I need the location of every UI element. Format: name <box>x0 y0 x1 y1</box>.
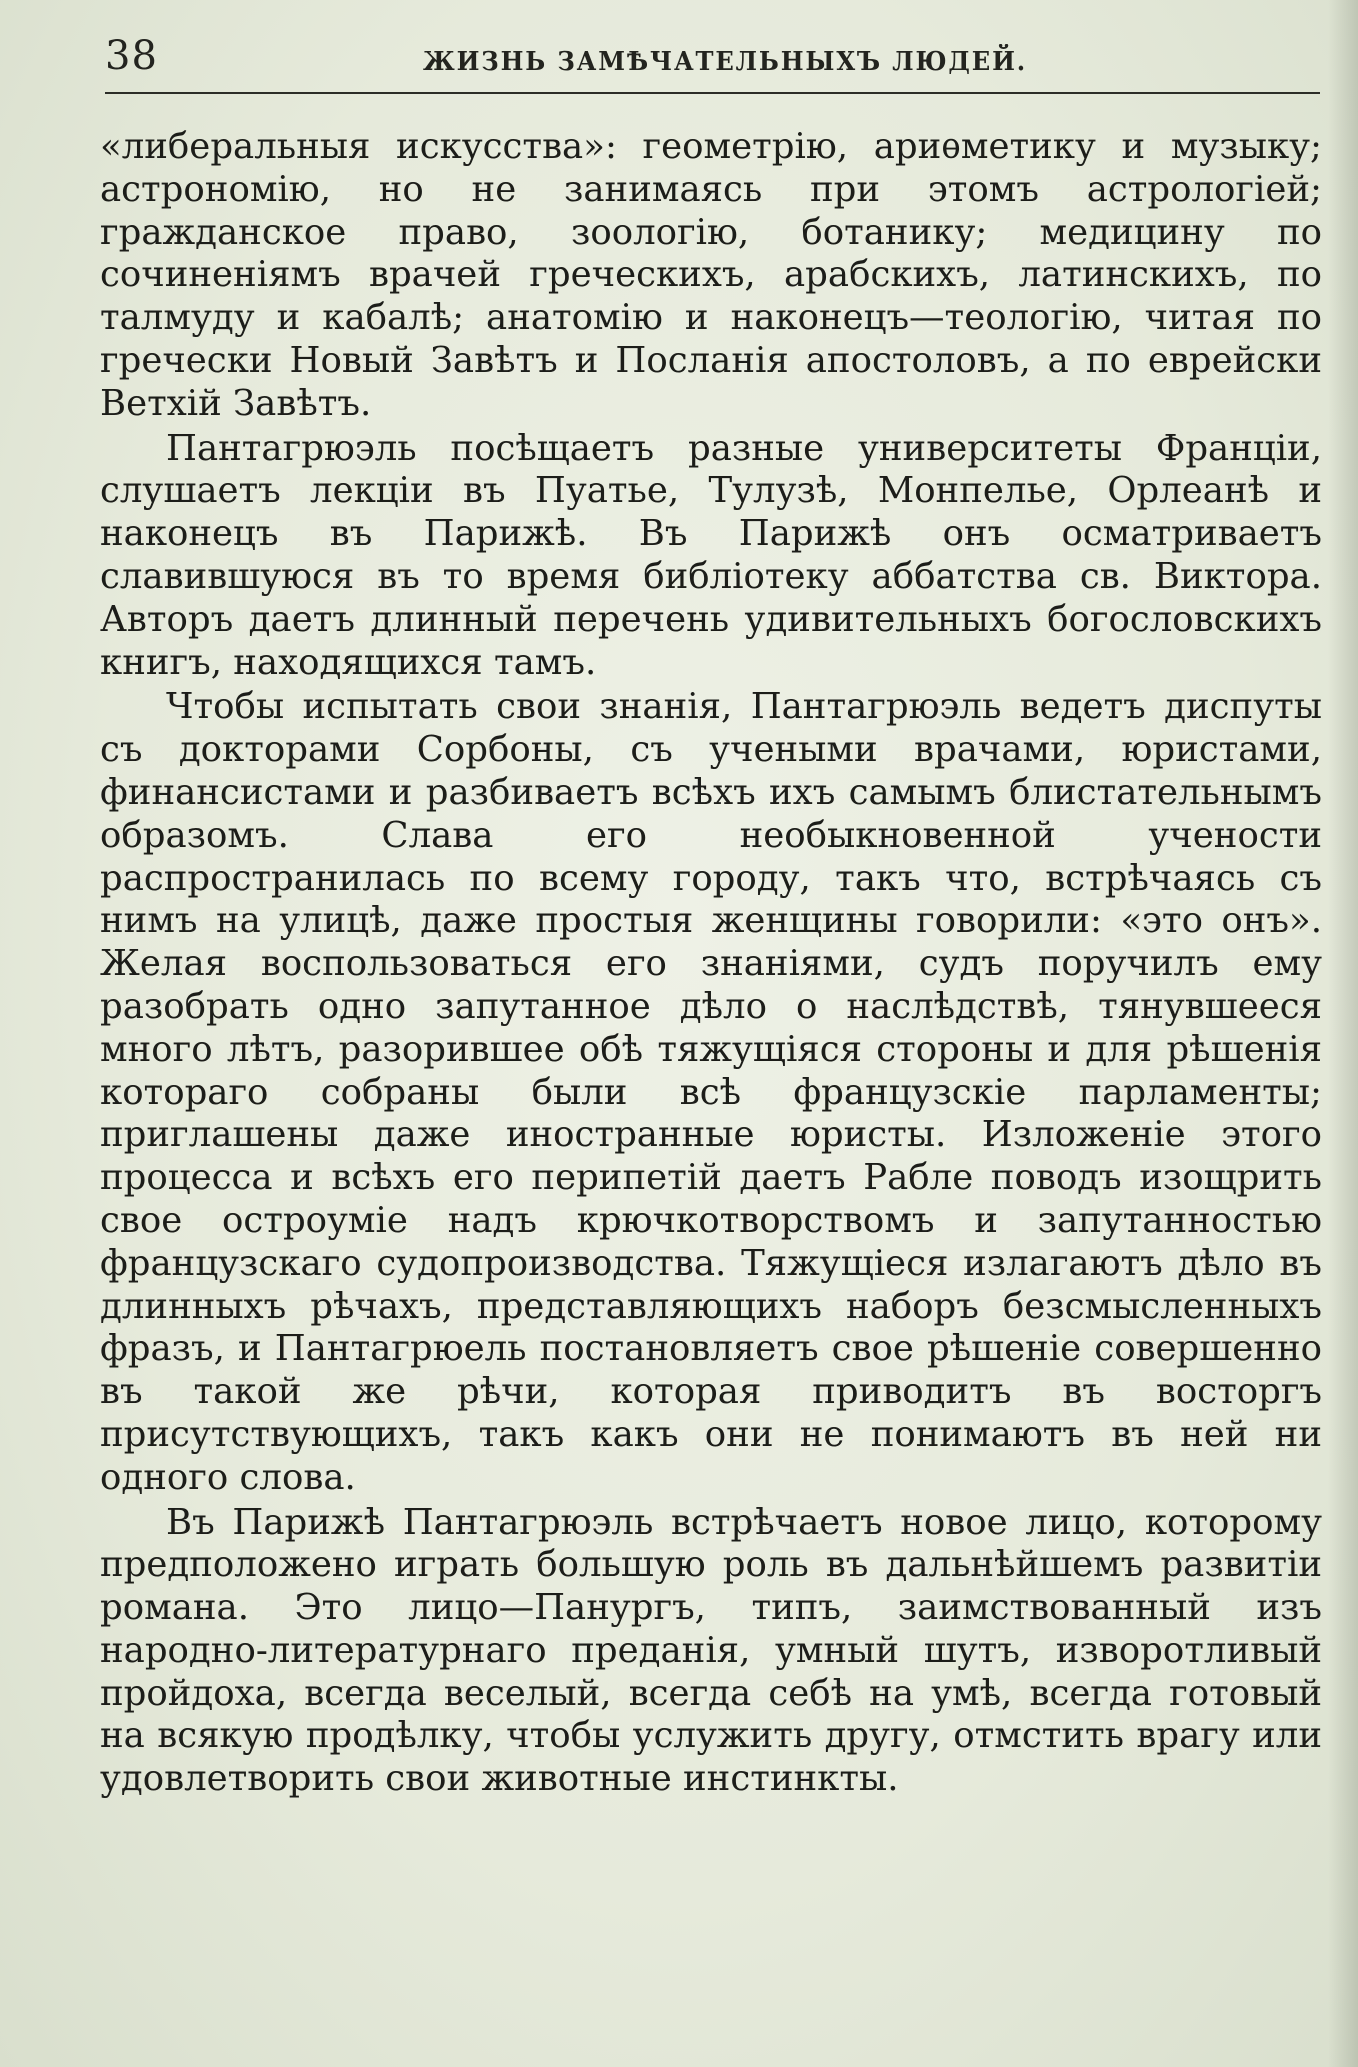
paragraph: Чтобы испытать свои знанія, Пантагрюэль ведетъ диспуты съ докторами Сорбоны, съ учеными врачами, юристами, финансистами и разбиваетъ всѣхъ ихъ самымъ блистательнымъ образомъ. Слава его необыкновенной учености распространилась по всему городу, такъ что, встрѣчаясь съ нимъ на улицѣ, даже простыя женщины говорили: «это онъ». Желая воспользоваться его знаніями, судъ поручилъ ему разобрать одно запутанное дѣло о наслѣдствѣ, тянувшееся много лѣтъ, разорившее обѣ тяжущіяся стороны и для рѣшенія котораго собраны были всѣ французскіе парламенты; приглашены даже иностранные юристы. Изложеніе этого процесса и всѣхъ его перипетій даетъ Рабле поводъ изощрить свое остроуміе надъ крючкотворствомъ и запутанностью французскаго судопроизводства. Тяжущіеся излагаютъ дѣло въ длинныхъ рѣчахъ, представляющихъ наборъ безсмысленныхъ фразъ, и Пантагрюель постановляетъ свое рѣшеніе совершенно въ такой же рѣчи, которая приводитъ въ восторгъ присутствующихъ, такъ какъ они не понимаютъ въ ней ни одного слова. <box>100 686 1322 1498</box>
running-title: ЖИЗНЬ ЗАМѢЧАТЕЛЬНЫХЪ ЛЮДЕЙ. <box>423 47 1028 77</box>
paragraph: Пантагрюэль посѣщаетъ разные университеты Франціи, слушаетъ лекціи въ Пуатье, Тулузѣ, Монпелье, Орлеанѣ и наконецъ въ Парижѣ. Въ Парижѣ онъ осматриваетъ славившуюся въ то время библіотеку аббатства св. Виктора. Авторъ даетъ длинный перечень удивительныхъ богословскихъ книгъ, находящихся тамъ. <box>100 427 1322 683</box>
page-edge-shadow <box>1328 0 1358 2067</box>
page-number: 38 <box>105 33 158 79</box>
header-rule <box>105 92 1320 94</box>
body-text <box>100 126 1322 1801</box>
paragraph-continuation: «либеральныя искусства»: геометрію, ариѳметику и музыку; астрономію, но не занимаясь при этомъ астрологіей; гражданское право, зоологію, ботанику; медицину по сочиненіямъ врачей греческихъ, арабскихъ, латинскихъ, по талмуду и кабалѣ; анатомію и наконецъ—теологію, читая по гречески Новый Завѣтъ и Посланія апостоловъ, а по еврейски Ветхій Завѣтъ. <box>100 126 1322 424</box>
page-header <box>105 30 1320 92</box>
paragraph: Въ Парижѣ Пантагрюэль встрѣчаетъ новое лицо, которому предположено играть большую роль въ дальнѣйшемъ развитіи романа. Это лицо—Панургъ, типъ, заимствованный изъ народно-литературнаго преданія, умный шутъ, изворотливый пройдоха, всегда веселый, всегда себѣ на умѣ, всегда готовый на всякую продѣлку, чтобы услужить другу, отмстить врагу или удовлетворить свои животные инстинкты. <box>100 1501 1322 1800</box>
